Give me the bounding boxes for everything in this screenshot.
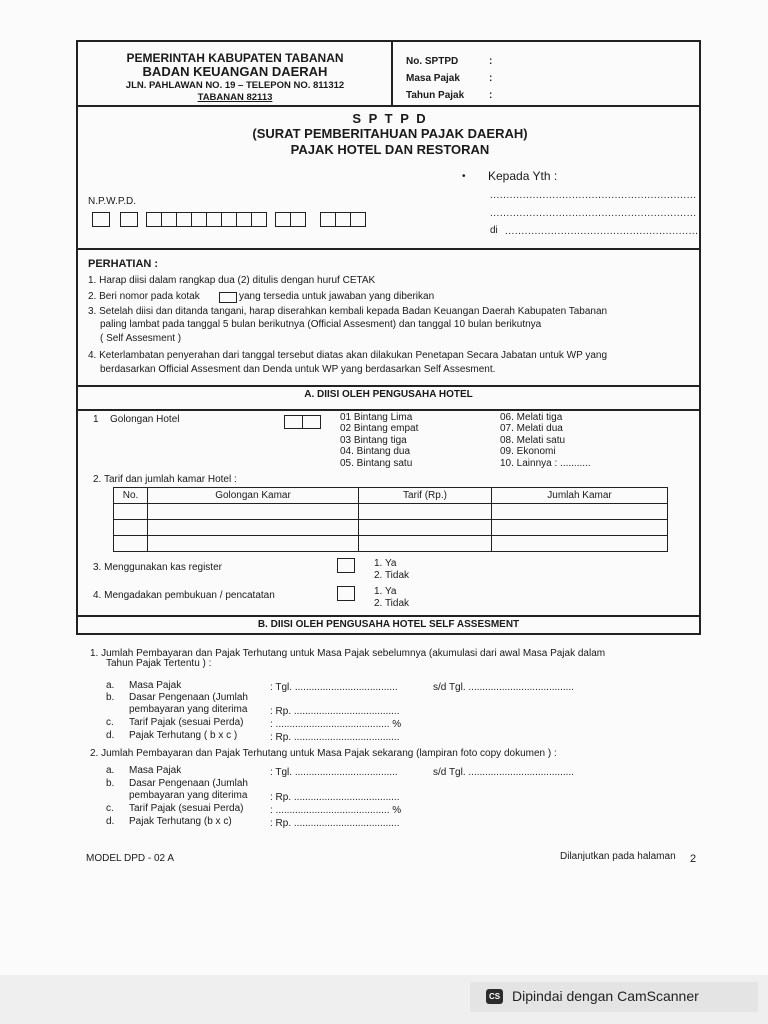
- npwpd-box[interactable]: [146, 212, 162, 227]
- field-tahun-pajak-label: Tahun Pajak: [406, 90, 465, 101]
- camscanner-badge: [470, 982, 758, 1012]
- p2-tarif-label: Tarif Pajak (sesuai Perda): [129, 803, 244, 814]
- notice-item-2a: 2. Beri nomor pada kotak: [88, 291, 200, 302]
- p2-terhutang-field[interactable]: : Rp. ......................................: [270, 818, 400, 829]
- field-no-sptpd-label: No. SPTPD: [406, 56, 459, 67]
- p2-dasar-label-1: Dasar Pengenaan (Jumlah: [129, 778, 248, 789]
- p1-d: d.: [106, 730, 115, 741]
- hotel-class-box-2[interactable]: [302, 415, 321, 429]
- notice-item-2b: yang tersedia untuk jawaban yang diberikan: [239, 291, 435, 302]
- option-03: 03 Bintang tiga: [340, 435, 407, 446]
- col-no: No.: [114, 488, 148, 504]
- recipient-di-line: ...........................................................: [505, 226, 699, 237]
- npwpd-box[interactable]: [206, 212, 222, 227]
- q1-number: 1: [93, 414, 99, 425]
- field-no-sptpd-sep: :: [489, 56, 493, 67]
- npwpd-box[interactable]: [275, 212, 291, 227]
- camscanner-icon: CS: [486, 989, 503, 1004]
- p1-dasar-label-2: pembayaran yang diterima: [129, 704, 248, 715]
- notice-item-4-line2: berdasarkan Official Assesment dan Denda untuk WP yang berdasarkan Self Assesment.: [100, 364, 496, 375]
- p1-sd-tgl-field[interactable]: s/d Tgl. ......................................: [433, 682, 574, 693]
- continued-note: Dilanjutkan pada halaman: [560, 851, 676, 862]
- col-golongan-kamar: Golongan Kamar: [148, 488, 359, 504]
- field-masa-pajak-label: Masa Pajak: [406, 73, 460, 84]
- option-01: 01 Bintang Lima: [340, 412, 413, 423]
- p1-tarif-field[interactable]: : ......................................... %: [270, 719, 402, 730]
- q4-label: 4. Mengadakan pembukuan / pencatatan: [93, 590, 275, 601]
- recipient-line-1: ...............................................................: [490, 190, 697, 201]
- recipient-line-2: ...............................................................: [490, 208, 697, 219]
- npwpd-box[interactable]: [176, 212, 192, 227]
- field-tahun-pajak-sep: :: [489, 90, 493, 101]
- p2-d: d.: [106, 816, 115, 827]
- p1-tgl-field[interactable]: : Tgl. .....................................: [270, 682, 398, 693]
- npwpd-box[interactable]: [251, 212, 267, 227]
- q4-option-tidak: 2. Tidak: [374, 598, 410, 609]
- option-02: 02 Bintang empat: [340, 423, 419, 434]
- cash-register-box[interactable]: [337, 558, 355, 573]
- sample-box-icon: [219, 292, 237, 303]
- agency-city: TABANAN 82113: [197, 92, 273, 103]
- npwpd-box[interactable]: [221, 212, 237, 227]
- q1-label: Golongan Hotel: [110, 414, 180, 425]
- q3-option-ya: 1. Ya: [374, 558, 397, 569]
- bullet-dot: •: [462, 171, 466, 182]
- option-05: 05. Bintang satu: [340, 458, 413, 469]
- notice-item-4-line1: 4. Keterlambatan penyerahan dari tanggal tersebut diatas akan dilakukan Penetapan Secara Jabatan untuk WP yang: [88, 350, 608, 361]
- p1-dasar-label-1: Dasar Pengenaan (Jumlah: [129, 692, 248, 703]
- part-2-line1: 2. Jumlah Pembayaran dan Pajak Terhutang untuk Masa Pajak sekarang (lampiran foto copy dokumen ) :: [90, 748, 557, 759]
- p1-tarif-label: Tarif Pajak (sesuai Perda): [129, 717, 244, 728]
- col-tarif: Tarif (Rp.): [359, 488, 492, 504]
- npwpd-box[interactable]: [335, 212, 351, 227]
- table-row[interactable]: [114, 536, 668, 552]
- option-06: 06. Melati tiga: [500, 412, 563, 423]
- npwpd-box[interactable]: [236, 212, 252, 227]
- npwpd-box[interactable]: [161, 212, 177, 227]
- option-04: 04. Bintang dua: [340, 446, 411, 457]
- p1-a: a.: [106, 680, 115, 691]
- npwpd-box[interactable]: [191, 212, 207, 227]
- form-model: MODEL DPD - 02 A: [86, 853, 174, 864]
- table-row[interactable]: [114, 520, 668, 536]
- p1-dasar-field[interactable]: : Rp. ......................................: [270, 706, 400, 717]
- gov-line: PEMERINTAH KABUPATEN TABANAN: [126, 51, 344, 65]
- option-08: 08. Melati satu: [500, 435, 566, 446]
- col-jumlah-kamar: Jumlah Kamar: [492, 488, 668, 504]
- notice-item-3-line3: ( Self Assesment ): [100, 333, 182, 344]
- p2-masa-pajak-label: Masa Pajak: [129, 765, 182, 776]
- notice-item-1: 1. Harap diisi dalam rangkap dua (2) ditulis dengan huruf CETAK: [88, 275, 376, 286]
- option-07: 07. Melati dua: [500, 423, 563, 434]
- notice-title: PERHATIAN :: [88, 258, 159, 270]
- p1-b: b.: [106, 692, 115, 703]
- continued-page: 2: [690, 853, 697, 865]
- q3-label: 3. Menggunakan kas register: [93, 562, 222, 573]
- p2-sd-tgl-field[interactable]: s/d Tgl. ......................................: [433, 767, 574, 778]
- p1-c: c.: [106, 717, 114, 728]
- q3-option-tidak: 2. Tidak: [374, 570, 410, 581]
- camscanner-label: Dipindai dengan CamScanner: [512, 988, 699, 1004]
- field-masa-pajak-sep: :: [489, 73, 493, 84]
- npwpd-box[interactable]: [320, 212, 336, 227]
- room-rate-table: [113, 487, 668, 552]
- npwpd-box[interactable]: [120, 212, 138, 227]
- part-1-line1: 1. Jumlah Pembayaran dan Pajak Terhutang untuk Masa Pajak sebelumnya (akumulasi dari awal Masa Pajak dalam: [90, 648, 606, 659]
- npwpd-box[interactable]: [290, 212, 306, 227]
- part-1-line2: Tahun Pajak Tertentu ) :: [106, 658, 212, 669]
- recipient-di-label: di: [490, 225, 498, 236]
- npwpd-box[interactable]: [92, 212, 110, 227]
- p2-dasar-field[interactable]: : Rp. ......................................: [270, 792, 400, 803]
- p1-masa-pajak-label: Masa Pajak: [129, 680, 182, 691]
- doc-subtitle: PAJAK HOTEL DAN RESTORAN: [290, 142, 490, 157]
- npwpd-label: N.P.W.P.D.: [88, 196, 136, 207]
- p2-tgl-field[interactable]: : Tgl. .....................................: [270, 767, 398, 778]
- p2-dasar-label-2: pembayaran yang diterima: [129, 790, 248, 801]
- table-row[interactable]: [114, 504, 668, 520]
- bookkeeping-box[interactable]: [337, 586, 355, 601]
- p2-a: a.: [106, 765, 115, 776]
- p2-terhutang-label: Pajak Terhutang (b x c): [129, 816, 232, 827]
- notice-item-3-line2: paling lambat pada tanggal 5 bulan berikutnya (Official Assesment) dan tanggal 10 bulan berikutnya: [100, 319, 542, 330]
- p1-terhutang-label: Pajak Terhutang ( b x c ): [129, 730, 238, 741]
- hotel-class-box-1[interactable]: [284, 415, 303, 429]
- doc-title: (SURAT PEMBERITAHUAN PAJAK DAERAH): [252, 126, 528, 141]
- option-10: 10. Lainnya : ...........: [500, 458, 591, 469]
- doc-code: S P T P D: [352, 111, 428, 126]
- q2-label: 2. Tarif dan jumlah kamar Hotel :: [93, 474, 237, 485]
- agency-name: BADAN KEUANGAN DAERAH: [142, 64, 328, 79]
- table-header-row: [114, 488, 668, 504]
- agency-address: JLN. PAHLAWAN NO. 19 – TELEPON NO. 811312: [125, 80, 345, 91]
- option-09: 09. Ekonomi: [500, 446, 556, 457]
- q4-option-ya: 1. Ya: [374, 586, 397, 597]
- p1-terhutang-field[interactable]: : Rp. ......................................: [270, 732, 400, 743]
- p2-tarif-field[interactable]: : ......................................... %: [270, 805, 402, 816]
- p2-c: c.: [106, 803, 114, 814]
- npwpd-box[interactable]: [350, 212, 366, 227]
- p2-b: b.: [106, 778, 115, 789]
- section-b-title: B. DIISI OLEH PENGUSAHA HOTEL SELF ASSESMENT: [257, 619, 520, 630]
- notice-item-3-line1: 3. Setelah diisi dan ditanda tangani, harap diserahkan kembali kepada Badan Keuangan Daerah Kabupaten Tabanan: [88, 306, 608, 317]
- recipient-label: Kepada Yth :: [488, 169, 558, 183]
- section-a-title: A. DIISI OLEH PENGUSAHA HOTEL: [304, 389, 473, 400]
